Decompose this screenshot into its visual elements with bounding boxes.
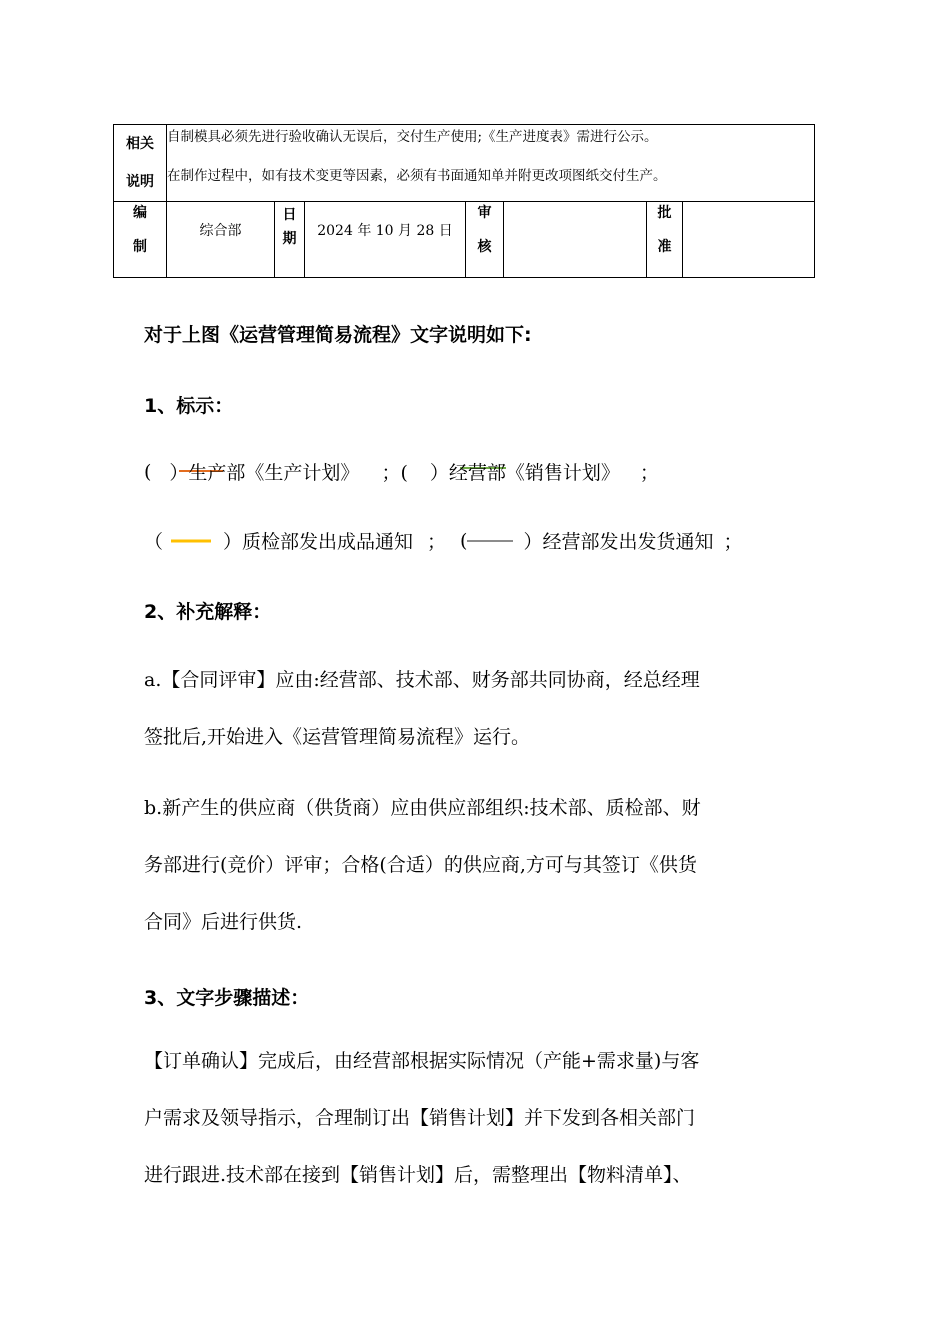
legend-production-item (169, 458, 359, 485)
paragraph-c-line-2: 户需求及领导指示，合理制订出【销售计划】并下发到各相关部门 (144, 1107, 696, 1129)
paragraph-b-line-1: b.新产生的供应商（供货商）应由供应部组织:技术部、质检部、财 (144, 797, 701, 819)
note-line-2: 在制作过程中，如有技术变更等因素，必须有书面通知单并附更改项图纸交付生产。 (167, 168, 667, 184)
section-1-heading: 1、标示： (144, 395, 234, 417)
legend-qc-label: ）质检部发出成品通知 (223, 531, 414, 553)
paragraph-a-line-1: a.【合同评审】应由:经营部、技术部、财务部共同协商，经总经理 (144, 669, 700, 691)
compiled-label-2: 制 (133, 239, 147, 255)
date-label-cell (275, 202, 305, 278)
review-label-2: 核 (477, 239, 492, 255)
legend-2-open-b: ( (460, 529, 468, 552)
notes-cell (167, 125, 815, 202)
paragraph-c (144, 1033, 816, 1204)
legend-sales-label: ）经营部《销售计划》 (429, 462, 620, 484)
legend-2-end: ； (723, 531, 743, 553)
section-2-heading: 2、补充解释： (144, 601, 272, 623)
paragraph-b-line-2: 务部进行(竞价）评审；合格(合适）的供应商,方可与其签订《供货 (144, 854, 697, 876)
info-table (113, 124, 815, 278)
section-3-heading: 3、文字步骤描述： (144, 987, 310, 1009)
review-value-cell (504, 202, 647, 278)
legend-row-1 (144, 458, 816, 485)
compiled-value: 综合部 (199, 223, 242, 239)
note-line-1: 自制模具必须先进行验收确认无误后，交付生产使用;《生产进度表》需进行公示。 (167, 129, 658, 145)
shipping-line-icon (467, 531, 523, 551)
paragraph-a (144, 652, 816, 766)
legend-1-end: ； (639, 462, 659, 484)
approve-value-cell (683, 202, 815, 278)
related-label-line-2: 说明 (126, 174, 154, 190)
legend-sales-item (430, 458, 620, 485)
review-label-cell (466, 202, 504, 278)
legend-1-open: ( (144, 460, 152, 483)
paragraph-b (144, 780, 816, 951)
legend-2-sep: ； (427, 531, 447, 553)
paragraph-c-line-3: 进行跟进.技术部在接到【销售计划】后，需整理出【物料清单】、 (144, 1164, 692, 1186)
approve-label-cell (647, 202, 683, 278)
qc-line-icon (163, 531, 223, 551)
date-value-cell (305, 202, 466, 278)
date-label-1: 日 (282, 207, 297, 223)
paragraph-b-line-3: 合同》后进行供货. (144, 911, 303, 933)
compiled-value-cell (167, 202, 275, 278)
legend-1-sep: ；( (381, 462, 408, 484)
legend-row-2 (144, 527, 816, 554)
approve-label-1: 批 (657, 205, 672, 221)
date-label-2: 期 (282, 231, 297, 247)
paragraph-c-line-1: 【订单确认】完成后，由经营部根据实际情况（产能+需求量)与客 (144, 1050, 700, 1072)
related-label-line-1: 相关 (126, 136, 154, 152)
approve-label-2: 准 (657, 239, 672, 255)
legend-2-open: （ (144, 531, 164, 553)
date-value: 2024 年 10 月 28 日 (317, 223, 453, 239)
paragraph-a-line-2: 签批后,开始进入《运营管理简易流程》运行。 (144, 726, 531, 748)
related-label-cell (114, 125, 167, 202)
legend-production-label: ）生产部《生产计划》 (169, 462, 360, 484)
review-label-1: 审 (477, 205, 492, 221)
intro-heading: 对于上图《运营管理简易流程》文字说明如下: (144, 324, 532, 346)
legend-shipping-label: ）经营部发出发货通知 (523, 531, 714, 553)
compiled-label-1: 编 (133, 205, 147, 221)
compiled-label-cell (114, 202, 167, 278)
